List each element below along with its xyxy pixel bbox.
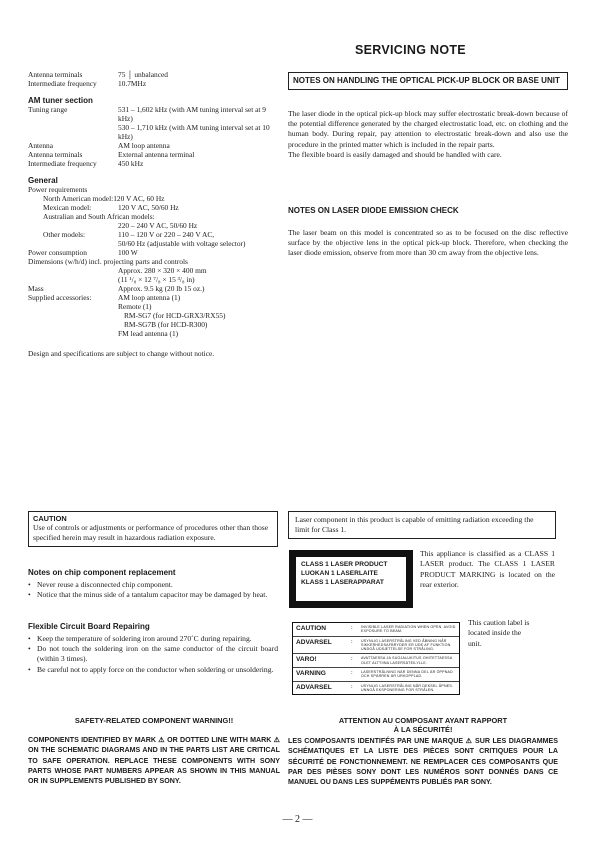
safety-warning-fr — [288, 716, 558, 787]
spec-mass: Mass Approx. 9.5 kg (20 lb 15 oz.) — [28, 284, 205, 293]
spec-am-if: Intermediate frequency 450 kHz — [28, 159, 144, 168]
list-item: • Notice that the minus side of a tantalum capacitor may be damaged by heat. — [28, 590, 278, 600]
chip-heading: Notes on chip component replacement — [28, 568, 176, 577]
laser-check-text: The laser beam on this model is concentrated so as to be focused on the disc reflective surface by the objective lens in the optical pick-up block. Therefore, when checking the laser diode emission, observe from more than 30 cm away from the objective lens. — [288, 228, 568, 258]
optical-notes-text: The laser diode in the optical pick-up block may suffer electrostatic break-down because of the potential difference generated by the charged electrostatic load, etc. on clothing and the human body. During repair, pay attention to electrostatic break-down and also use the procedure in the printed matter which is included in the repair parts. The flexible board is easily damaged and should be handled with care. — [288, 109, 568, 159]
safety-fr-title-1: ATTENTION AU COMPOSANT AYANT RAPPORT — [338, 716, 508, 725]
class1-line3: KLASS 1 LASERAPPARAT — [301, 579, 384, 586]
laser-component-box: Laser component in this product is capable of emitting radiation exceeding the limit for Class 1. — [288, 511, 556, 539]
caution-box — [28, 511, 278, 547]
spec-am-antenna: Antenna AM loop antenna — [28, 141, 170, 150]
caution-title: CAUTION — [33, 514, 67, 523]
page-title: SERVICING NOTE — [355, 43, 466, 57]
caution-label-row: ADVARSEL : USYNLIG LASERSTRÅLING NÅR DEKSEL ÅPNES. UNNGÅ EKSPONERING FOR STRÅLEN. — [293, 681, 459, 695]
optical-notes-box — [288, 72, 568, 90]
flex-heading: Flexible Circuit Board Repairing — [28, 622, 150, 631]
caution-label-row: VARNING : LASERSTRÅLNING NÄR DENNA DEL ÄR ÖPPNAD OCH SPÄRREN ÄR URKOPPLAD. — [293, 667, 459, 681]
page-number: — 2 — — [282, 814, 313, 825]
chip-list — [28, 580, 278, 600]
spec-supplied-fm: FM lead antenna (1) — [118, 329, 179, 338]
list-item: • Never reuse a disconnected chip component. — [28, 580, 278, 590]
spec-intermediate-frequency: Intermediate frequency 10.7MHz — [28, 79, 147, 88]
caution-label-row: CAUTION : INVISIBLE LASER RADIATION WHEN OPEN. AVOID EXPOSURE TO BEAM. — [296, 625, 456, 634]
class1-line2: LUOKAN 1 LASERLAITE — [301, 570, 378, 577]
spec-na-model: North American model:120 V AC, 60 Hz — [43, 194, 165, 203]
spec-dimensions-inches: (11 ¹/₈ × 12 ⁷/₈ × 15 ³/₈ in) — [118, 275, 195, 284]
class1-line1: CLASS 1 LASER PRODUCT — [301, 561, 388, 568]
spec-tuning-range-2: 530 – 1,710 kHz (with AM tuning interval set at 10 kHz) — [118, 123, 270, 141]
spec-tuning-range: Tuning range 531 – 1,602 kHz (with AM tuning interval set at 9 kHz) — [28, 105, 266, 123]
safety-en-title: SAFETY-RELATED COMPONENT WARNING!! — [74, 716, 234, 725]
spec-supplied-accessories: Supplied accessories: AM loop antenna (1) — [28, 293, 181, 302]
spec-dimensions-label: Dimensions (w/h/d) incl. projecting parts and controls — [28, 257, 188, 266]
list-item: • Do not touch the soldering iron on the same conductor of the circuit board (within 3 times). — [28, 644, 278, 664]
list-item: • Keep the temperature of soldering iron around 270˚C during repairing. — [28, 634, 278, 644]
spec-aus-label: Australian and South African models: — [43, 212, 155, 221]
spec-power-label: Power requirements — [28, 185, 88, 194]
spec-other-models: Other models: 110 – 120 V or 220 – 240 V AC, — [43, 230, 215, 239]
specifications — [28, 70, 273, 358]
list-item: • Be careful not to apply force on the conductor when soldering or unsoldering. — [28, 665, 278, 675]
caution-label-description: This caution label is located inside the unit. — [468, 618, 530, 648]
caution-label-row: VARO! : AVATTAESSA JA SUOJALUKITUS OHITETTAESSA OLET ALTTIINA LASERSÄTEILYLLE. — [293, 653, 459, 667]
flex-list — [28, 634, 278, 675]
spec-antenna-terminals: Antenna terminals 75 │ unbalanced — [28, 70, 168, 79]
spec-supplied-remote: Remote (1) — [118, 302, 152, 311]
spec-power-consumption: Power consumption 100 W — [28, 248, 138, 257]
spec-supplied-rm-sg7b: RM-SG7B (for HCD-R300) — [124, 320, 208, 329]
caution-label-row: ADVARSEL : USYNLIG LASERSTRÅLING VED ÅBNING NÅR SIKKERHEDSAFBRYDER ER UDE AF FUNKTION. UNDGÅ UDSÆTTELSE FOR STRÅLING. — [293, 636, 459, 654]
spec-am-antenna-terminals: Antenna terminals External antenna terminal — [28, 150, 195, 159]
safety-fr-text: LES COMPOSANTS IDENTIFÉS PAR UNE MARQUE ⚠ SUR LES DIAGRAMMES SCHÉMATIQUES ET LA LISTE DES PIÈCES SONT CRITIQUES POUR LA SÉCURITÉ DE FONCTIONNEMENT. NE REMPLACER CES COMPOSANTS QUE PAR DES PIÈSES SONY DONT LES NUMÉROS SONT DONNÉS DANS CE MANUEL OU DANS LES SUPPÉMENTS PUBLIÉS PAR SONY. — [288, 737, 558, 787]
safety-fr-title-2: À LA SÉCURITÉ! — [393, 725, 453, 734]
class1-label — [289, 550, 413, 608]
laser-check-heading: NOTES ON LASER DIODE EMISSION CHECK — [288, 206, 459, 215]
caution-text: Use of controls or adjustments or performance of procedures other than those specified herein may result in hazardous radiation exposure. — [33, 523, 269, 543]
caution-label — [292, 622, 460, 695]
spec-aus-value: 220 – 240 V AC, 50/60 Hz — [118, 221, 198, 230]
spec-mexican-model: Mexican model: 120 V AC, 50/60 Hz — [43, 203, 179, 212]
spec-other-models-2: 50/60 Hz (adjustable with voltage selector) — [118, 239, 246, 248]
spec-dimensions-value: Approx. 280 × 320 × 400 mm — [118, 266, 207, 275]
safety-warning-en — [28, 716, 280, 786]
am-tuner-heading: AM tuner section — [28, 96, 93, 105]
class1-description: This appliance is classified as a CLASS 1 LASER product. The CLASS 1 LASER PRODUCT MARKING is located on the rear exterior. — [420, 549, 555, 589]
optical-notes-title: NOTES ON HANDLING THE OPTICAL PICK-UP BLOCK OR BASE UNIT — [293, 76, 560, 85]
design-note: Design and specifications are subject to change without notice. — [28, 349, 215, 358]
safety-en-text: COMPONENTS IDENTIFIED BY MARK ⚠ OR DOTTED LINE WITH MARK ⚠ ON THE SCHEMATIC DIAGRAMS AND IN THE PARTS LIST ARE CRITICAL TO SAFE OPERATION. REPLACE THESE COMPONENTS WITH SONY PARTS WHOSE PART NUMBERS APPEAR AS SHOWN IN THIS MANUAL OR IN SUPPLEMENTS PUBLISHED BY SONY. — [28, 736, 280, 786]
spec-supplied-rm-sg7: RM-SG7 (for HCD-GRX3/RX55) — [124, 311, 226, 320]
general-heading: General — [28, 176, 58, 185]
